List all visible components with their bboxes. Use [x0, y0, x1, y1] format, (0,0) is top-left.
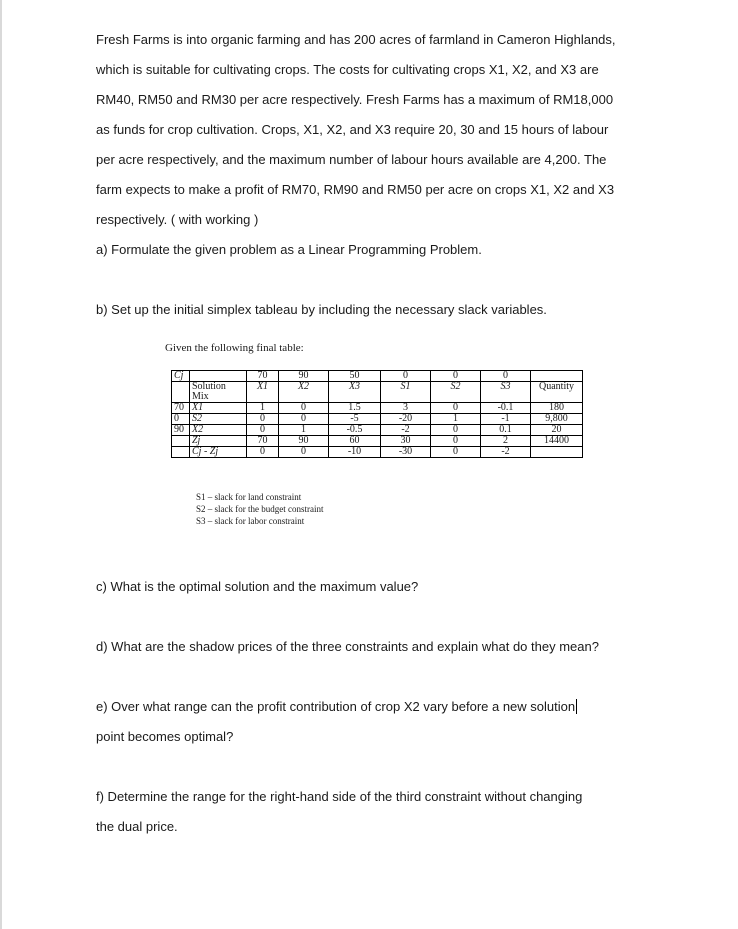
table-cell: 1	[247, 403, 279, 414]
zj-value: 0	[431, 436, 481, 447]
table-cell: 9,800	[531, 414, 583, 425]
cj-label: Cj	[174, 370, 184, 381]
header-x2: X2	[297, 381, 310, 392]
table-cell: 0	[431, 403, 481, 414]
zj-value: 60	[329, 436, 381, 447]
cj-minus-zj-label: Cj - Zj	[192, 446, 219, 457]
zj-row	[172, 436, 583, 447]
cj-minus-zj-value: -30	[381, 447, 431, 458]
question-f-line-1: f) Determine the range for the right-hand side of the third constraint without changing	[96, 789, 583, 804]
cj-minus-zj-value: -10	[329, 447, 381, 458]
question-e-line-1[interactable]	[96, 699, 577, 714]
question-b: b) Set up the initial simplex tableau by including the necessary slack variables.	[96, 302, 547, 317]
cj-value: 0	[431, 371, 481, 382]
table-cell: 0	[247, 414, 279, 425]
problem-line-2: which is suitable for cultivating crops. The costs for cultivating crops X1, X2, and X3 are	[96, 62, 599, 77]
cj-minus-zj-value: 0	[279, 447, 329, 458]
zj-value: 70	[247, 436, 279, 447]
question-f-line-2: the dual price.	[96, 819, 178, 834]
table-cell: -1	[481, 414, 531, 425]
problem-line-1: Fresh Farms is into organic farming and has 200 acres of farmland in Cameron Highlands,	[96, 32, 616, 47]
row-cj: 0	[172, 414, 190, 425]
slack-note: S2 – slack for the budget constraint	[196, 504, 324, 514]
problem-line-4: as funds for crop cultivation. Crops, X1, X2, and X3 require 20, 30 and 15 hours of labour	[96, 122, 609, 137]
problem-line-5: per acre respectively, and the maximum number of labour hours available are 4,200. The	[96, 152, 607, 167]
cj-minus-zj-value: 0	[247, 447, 279, 458]
table-cell: 0	[279, 403, 329, 414]
zj-label: Zj	[192, 435, 201, 446]
table-cell: 1.5	[329, 403, 381, 414]
table-cell: -0.5	[329, 425, 381, 436]
header-quantity: Quantity	[531, 382, 583, 403]
cj-value: 70	[247, 371, 279, 382]
table-cell: 0	[431, 425, 481, 436]
table-cell: -20	[381, 414, 431, 425]
problem-line-7: respectively. ( with working )	[96, 212, 259, 227]
table-cell: -5	[329, 414, 381, 425]
table-cell: 1	[431, 414, 481, 425]
table-cell: 0.1	[481, 425, 531, 436]
cj-minus-zj-value: -2	[481, 447, 531, 458]
question-e-line-2: point becomes optimal?	[96, 729, 234, 744]
table-cell: -0.1	[481, 403, 531, 414]
table-cell: 1	[279, 425, 329, 436]
header-s2: S2	[450, 381, 461, 392]
table-cell: 0	[279, 414, 329, 425]
table-cell: 180	[531, 403, 583, 414]
row-mix: S2	[192, 413, 202, 424]
zj-value: 2	[481, 436, 531, 447]
slack-note: S1 – slack for land constraint	[196, 492, 302, 502]
header-row	[172, 382, 583, 403]
row-mix: X1	[192, 402, 204, 413]
table-row	[172, 414, 583, 425]
table-cell: -2	[381, 425, 431, 436]
slack-note: S3 – slack for labor constraint	[196, 516, 305, 526]
slack-notes	[196, 491, 323, 527]
table-row	[172, 403, 583, 414]
cj-value: 90	[279, 371, 329, 382]
header-s3: S3	[500, 381, 511, 392]
zj-value: 30	[381, 436, 431, 447]
problem-statement	[96, 25, 696, 235]
cj-value: 0	[381, 371, 431, 382]
cj-value: 0	[481, 371, 531, 382]
header-x1: X1	[256, 381, 269, 392]
header-x3: X3	[348, 381, 361, 392]
table-cell: 20	[531, 425, 583, 436]
table-cell: 3	[381, 403, 431, 414]
cj-value: 50	[329, 371, 381, 382]
header-s1: S1	[400, 381, 411, 392]
zj-value: 90	[279, 436, 329, 447]
question-a: a) Formulate the given problem as a Linear Programming Problem.	[96, 242, 482, 257]
problem-line-6: farm expects to make a profit of RM70, RM90 and RM50 per acre on crops X1, X2 and X3	[96, 182, 615, 197]
table-row	[172, 425, 583, 436]
question-d: d) What are the shadow prices of the three constraints and explain what do they mean?	[96, 639, 599, 654]
question-c: c) What is the optimal solution and the maximum value?	[96, 579, 419, 594]
given-table-label: Given the following final table:	[165, 342, 304, 354]
row-cj: 70	[172, 403, 190, 414]
header-solution-mix: Solution Mix	[190, 382, 247, 403]
zj-value: 14400	[531, 436, 583, 447]
cj-minus-zj-value: 0	[431, 447, 481, 458]
cj-row	[172, 371, 583, 382]
row-cj: 90	[172, 425, 190, 436]
page-left-border	[0, 0, 2, 929]
problem-line-3: RM40, RM50 and RM30 per acre respectively. Fresh Farms has a maximum of RM18,000	[96, 92, 614, 107]
question-e-text: e) Over what range can the profit contribution of crop X2 vary before a new solution	[96, 699, 576, 714]
final-simplex-table	[171, 370, 583, 458]
row-mix: X2	[192, 424, 204, 435]
text-cursor	[576, 699, 577, 714]
cj-minus-zj-row	[172, 447, 583, 458]
table-cell: 0	[247, 425, 279, 436]
